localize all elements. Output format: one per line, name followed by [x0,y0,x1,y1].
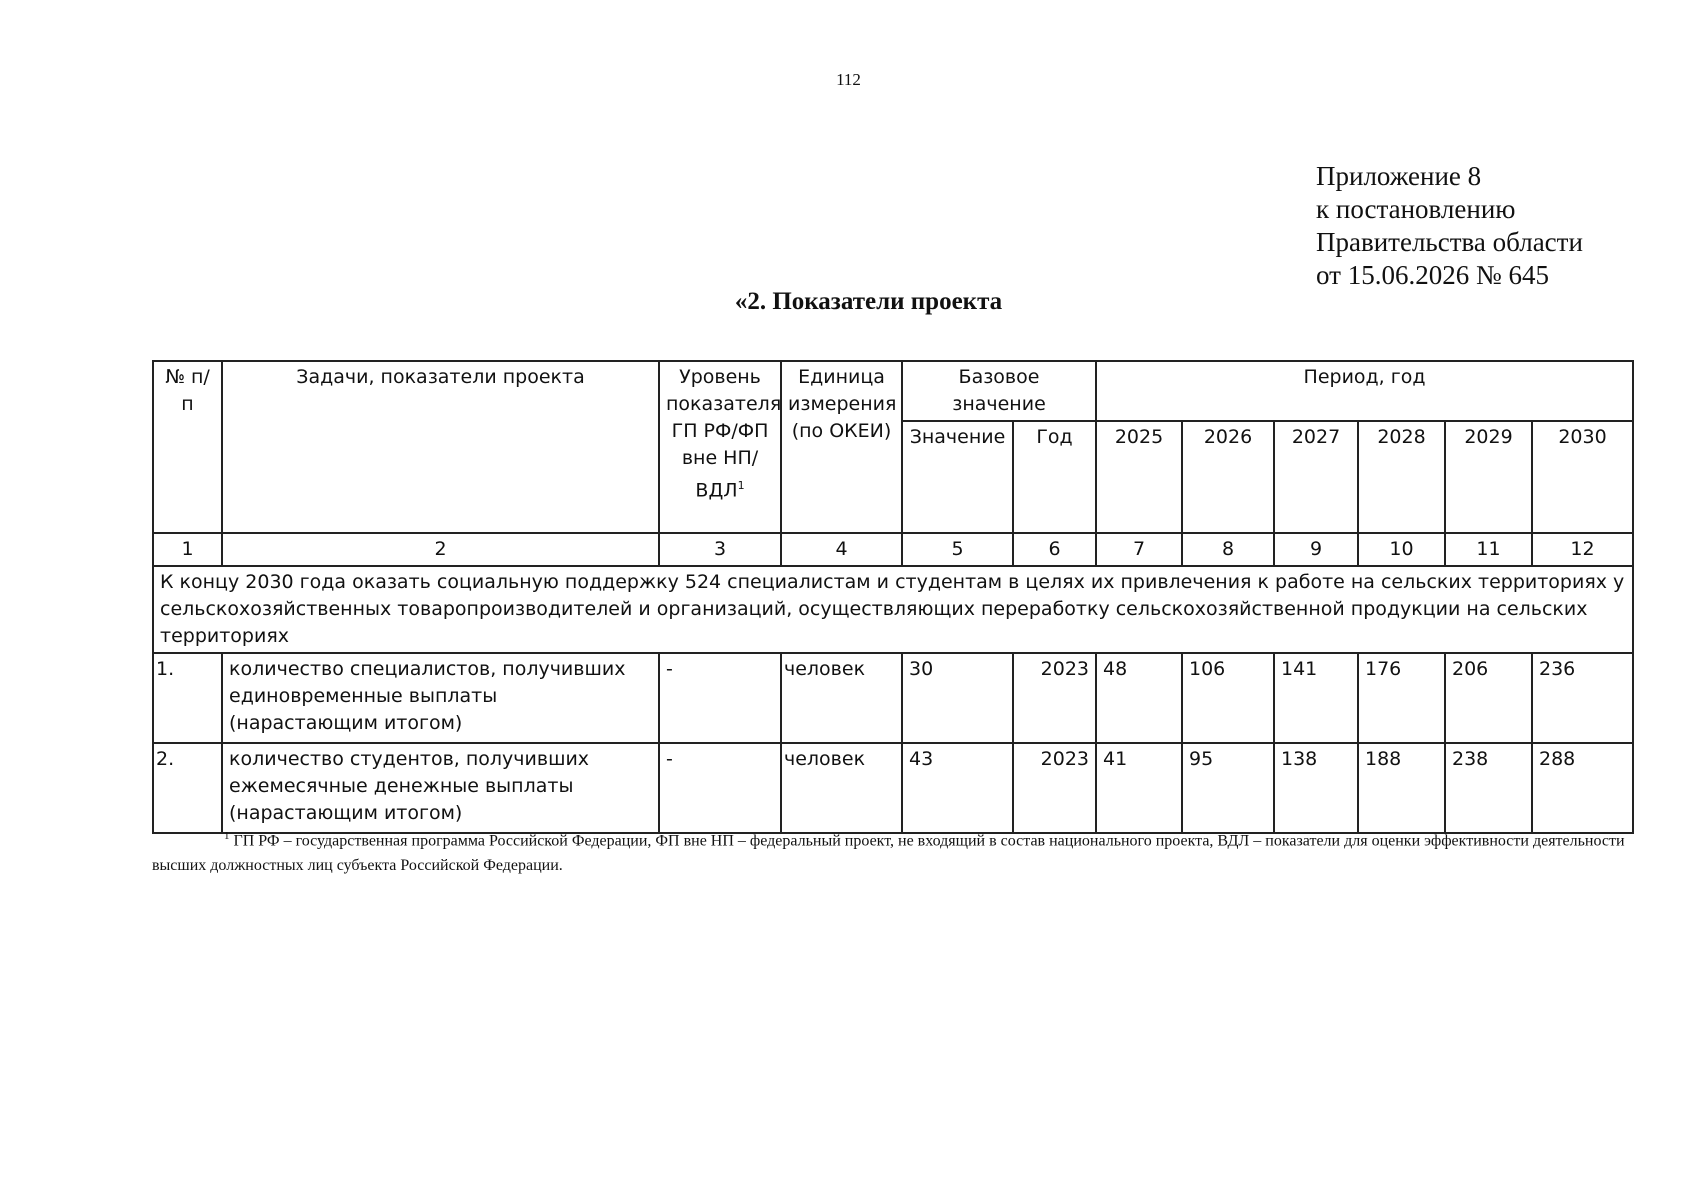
header-year-2028: 2028 [1358,421,1445,533]
row-base-year: 2023 [1013,653,1096,743]
header-unit: Единица измерения (по ОКЕИ) [781,361,902,533]
row-unit: человек [781,743,902,833]
header-base: Базовое значение [902,361,1096,421]
row-value-2026: 106 [1182,653,1274,743]
row-indicator-name: количество специалистов, получивших единовременные выплаты (нарастающим итогом) [222,653,659,743]
col-number: 1 [153,533,222,566]
appendix-line-1: Приложение 8 [1316,161,1482,191]
header-year-2026: 2026 [1182,421,1274,533]
appendix-line-2: к постановлению [1316,194,1516,224]
row-level: - [659,743,781,833]
row-num: 1. [153,653,222,743]
row-value-2028: 188 [1358,743,1445,833]
page-number: 112 [836,70,861,89]
header-year-2029: 2029 [1445,421,1532,533]
row-value-2029: 238 [1445,743,1532,833]
row-num: 2. [153,743,222,833]
row-indicator-name: количество студентов, получивших ежемесячные денежные выплаты (нарастающим итогом) [222,743,659,833]
document-title: «2. Показатели проекта [734,288,1003,315]
row-base-value: 43 [902,743,1013,833]
header-year-2027: 2027 [1274,421,1358,533]
indicators-table [152,360,1634,834]
table-row [153,653,1633,743]
header-level [659,361,781,533]
footnote [152,824,1632,878]
col-number: 3 [659,533,781,566]
row-value-2025: 41 [1096,743,1182,833]
header-base-value: Значение [902,421,1013,533]
col-number: 12 [1532,533,1633,566]
footnote-marker: 1 [224,830,230,842]
row-unit: человек [781,653,902,743]
row-value-2025: 48 [1096,653,1182,743]
header-period: Период, год [1096,361,1633,421]
row-value-2026: 95 [1182,743,1274,833]
col-number: 6 [1013,533,1096,566]
row-value-2029: 206 [1445,653,1532,743]
col-number: 5 [902,533,1013,566]
row-value-2027: 141 [1274,653,1358,743]
row-value-2027: 138 [1274,743,1358,833]
col-number: 9 [1274,533,1358,566]
row-value-2028: 176 [1358,653,1445,743]
col-number: 4 [781,533,902,566]
appendix-line-4: от 15.06.2026 № 645 [1316,260,1549,290]
appendix-block [1316,160,1583,292]
table-row [153,743,1633,833]
appendix-line-3: Правительства области [1316,227,1583,257]
header-level-text: Уровень показателя ГП РФ/ФП вне НП/ ВДЛ [666,366,782,502]
row-level: - [659,653,781,743]
col-number: 8 [1182,533,1274,566]
task-row: К концу 2030 года оказать социальную поддержку 524 специалистам и студентам в целях их привлечения к работе на сельских территориях у сельскохозяйственных товаропроизводителей и организаций, осуществляющих переработку сельскохозяйственной продукции на сельских территориях [153,566,1633,653]
row-base-value: 30 [902,653,1013,743]
col-number: 2 [222,533,659,566]
header-num: № п/п [153,361,222,533]
header-tasks: Задачи, показатели проекта [222,361,659,533]
header-level-footnote-marker: 1 [737,479,745,492]
row-value-2030: 236 [1532,653,1633,743]
header-base-year: Год [1013,421,1096,533]
footnote-text: ГП РФ – государственная программа Российской Федерации, ФП вне НП – федеральный проект, не входящий в состав национального проекта, ВДЛ – показатели для оценки эффективности деятельности высших должностных лиц субъекта Российской Федерации. [152,832,1625,875]
row-base-year: 2023 [1013,743,1096,833]
col-number: 10 [1358,533,1445,566]
header-year-2030: 2030 [1532,421,1633,533]
header-year-2025: 2025 [1096,421,1182,533]
col-number: 11 [1445,533,1532,566]
row-value-2030: 288 [1532,743,1633,833]
col-number: 7 [1096,533,1182,566]
